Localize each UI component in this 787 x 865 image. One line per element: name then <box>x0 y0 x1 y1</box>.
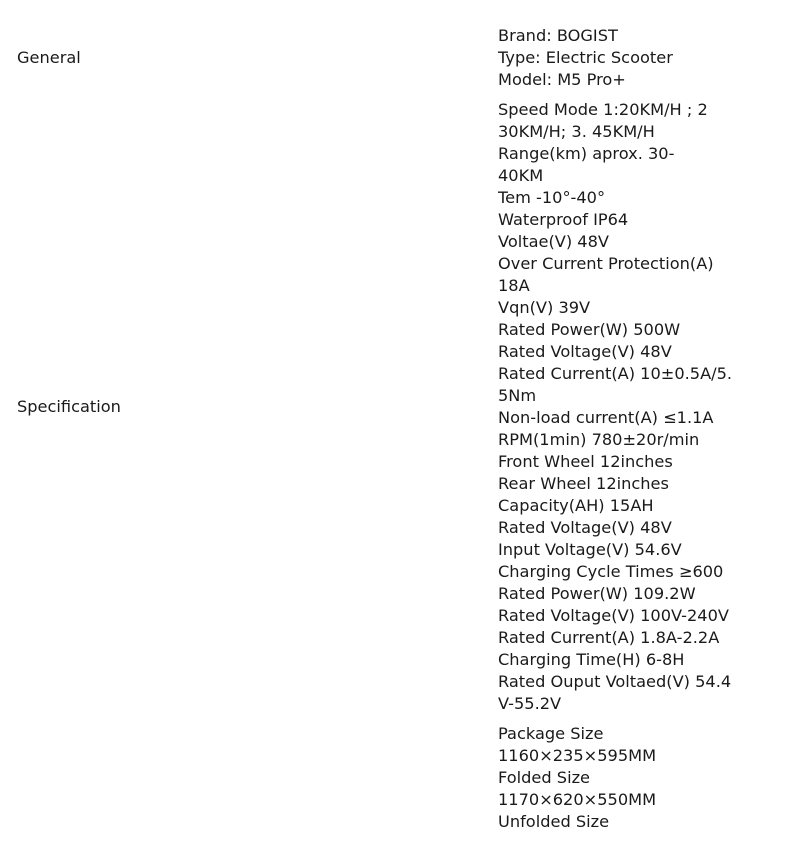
spec-row-specification <box>0 99 787 715</box>
row-values-general <box>498 25 778 91</box>
spec-line: 30KM/H; 3. 45KM/H <box>498 122 655 141</box>
spec-line: Input Voltage(V) 54.6V <box>498 540 682 559</box>
row-label-specification: Specification <box>17 397 121 416</box>
spec-line: 1160×235×595MM <box>498 746 657 765</box>
spec-line: Rated Voltage(V) 48V <box>498 342 672 361</box>
spec-line: Unfolded Size <box>498 812 610 831</box>
spec-line: Vqn(V) 39V <box>498 298 591 317</box>
spec-line: Non-load current(A) ≤1.1A <box>498 408 714 427</box>
spec-line: Rated Power(W) 109.2W <box>498 584 696 603</box>
spec-line: Capacity(AH) 15AH <box>498 496 654 515</box>
spec-line: Speed Mode 1:20KM/H ; 2 <box>498 100 708 119</box>
spec-line: Rated Ouput Voltaed(V) 54.4 <box>498 672 732 691</box>
spec-line: RPM(1min) 780±20r/min <box>498 430 700 449</box>
spec-line: 1170×620×550MM <box>498 790 657 809</box>
spec-line: Range(km) aprox. 30- <box>498 144 675 163</box>
spec-line: Tem -10°-40° <box>498 188 606 207</box>
row-values-specification <box>498 99 778 715</box>
spec-line: Rear Wheel 12inches <box>498 474 669 493</box>
spec-line: 5Nm <box>498 386 537 405</box>
spec-line: Rated Power(W) 500W <box>498 320 681 339</box>
spec-line: Charging Time(H) 6-8H <box>498 650 685 669</box>
row-label-general: General <box>17 48 81 67</box>
spec-line: Waterproof IP64 <box>498 210 629 229</box>
spec-line: Folded Size <box>498 768 591 787</box>
spec-line: 40KM <box>498 166 544 185</box>
spec-row-package <box>0 723 787 833</box>
spec-line: Charging Cycle Times ≥600 <box>498 562 724 581</box>
spec-line-brand: Brand: BOGIST <box>498 26 618 45</box>
spec-row-general <box>0 25 787 91</box>
spec-line: Rated Voltage(V) 48V <box>498 518 672 537</box>
spec-line: Voltae(V) 48V <box>498 232 609 251</box>
spec-line: Rated Voltage(V) 100V-240V <box>498 606 729 625</box>
spec-line: Package Size <box>498 724 604 743</box>
spec-line-model: Model: M5 Pro+ <box>498 70 626 89</box>
spec-line: Over Current Protection(A) <box>498 254 714 273</box>
spec-line: V-55.2V <box>498 694 562 713</box>
spec-line: Rated Current(A) 10±0.5A/5. <box>498 364 733 383</box>
spec-line: Rated Current(A) 1.8A-2.2A <box>498 628 720 647</box>
spec-line: 18A <box>498 276 530 295</box>
spec-line-type: Type: Electric Scooter <box>498 48 673 67</box>
row-values-package <box>498 723 778 833</box>
spec-line: Front Wheel 12inches <box>498 452 673 471</box>
